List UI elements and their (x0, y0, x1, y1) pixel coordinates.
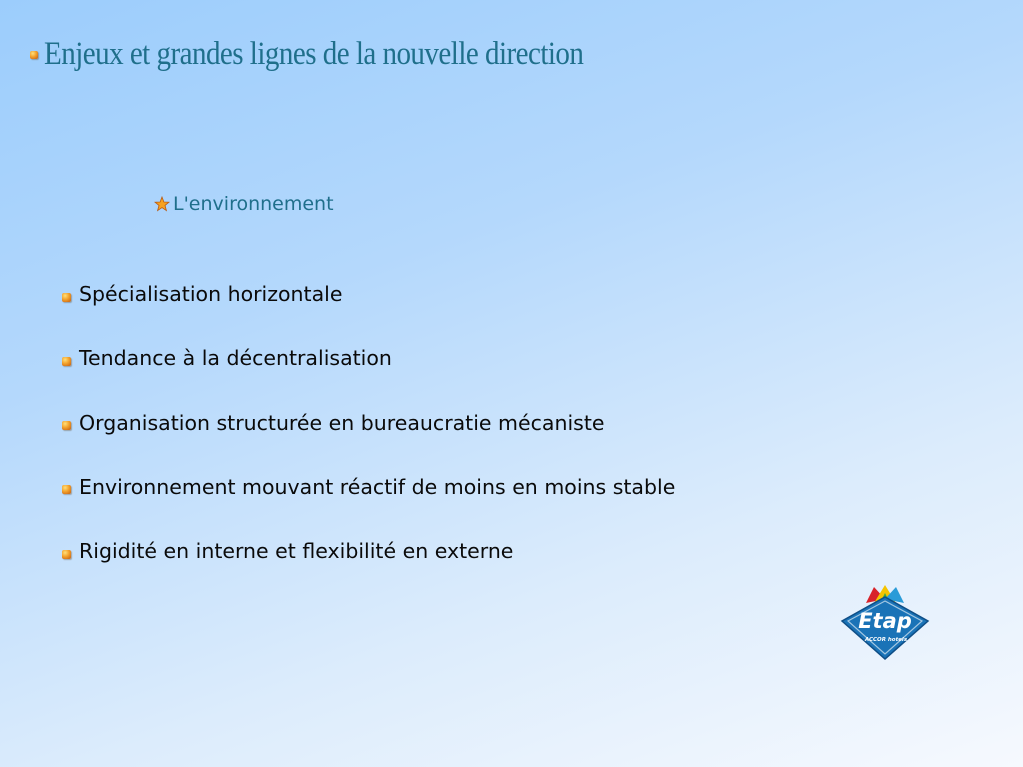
title-text: Enjeux et grandes lignes de la nouvelle direction (44, 36, 584, 72)
bullet-text: Tendance à la décentralisation (79, 346, 392, 371)
orange-bullet-icon (62, 293, 71, 302)
bullet-text: Organisation structurée en bureaucratie mécaniste (79, 410, 605, 435)
bullet-text: Rigidité en interne et flexibilité en externe (79, 539, 514, 564)
logo-subtext: ACCOR hotels (864, 637, 908, 643)
logo-name: Etap (858, 609, 912, 633)
bullet-text: Environnement mouvant réactif de moins en moins stable (79, 474, 676, 499)
slide-title (30, 36, 657, 73)
bullet-text: Spécialisation horizontale (79, 282, 343, 306)
list-item (62, 409, 675, 437)
orange-bullet-icon (30, 51, 38, 59)
bullet-list (62, 280, 675, 601)
star-icon (154, 196, 170, 212)
list-item (62, 344, 675, 372)
orange-bullet-icon (62, 421, 71, 430)
list-item (62, 280, 675, 308)
list-item (62, 537, 675, 565)
orange-bullet-icon (62, 485, 71, 494)
list-item (62, 473, 675, 501)
orange-bullet-icon (62, 357, 71, 366)
etap-logo (836, 583, 934, 663)
subheading-text: L'environnement (173, 193, 334, 215)
orange-bullet-icon (62, 550, 71, 559)
subheading (154, 193, 334, 215)
